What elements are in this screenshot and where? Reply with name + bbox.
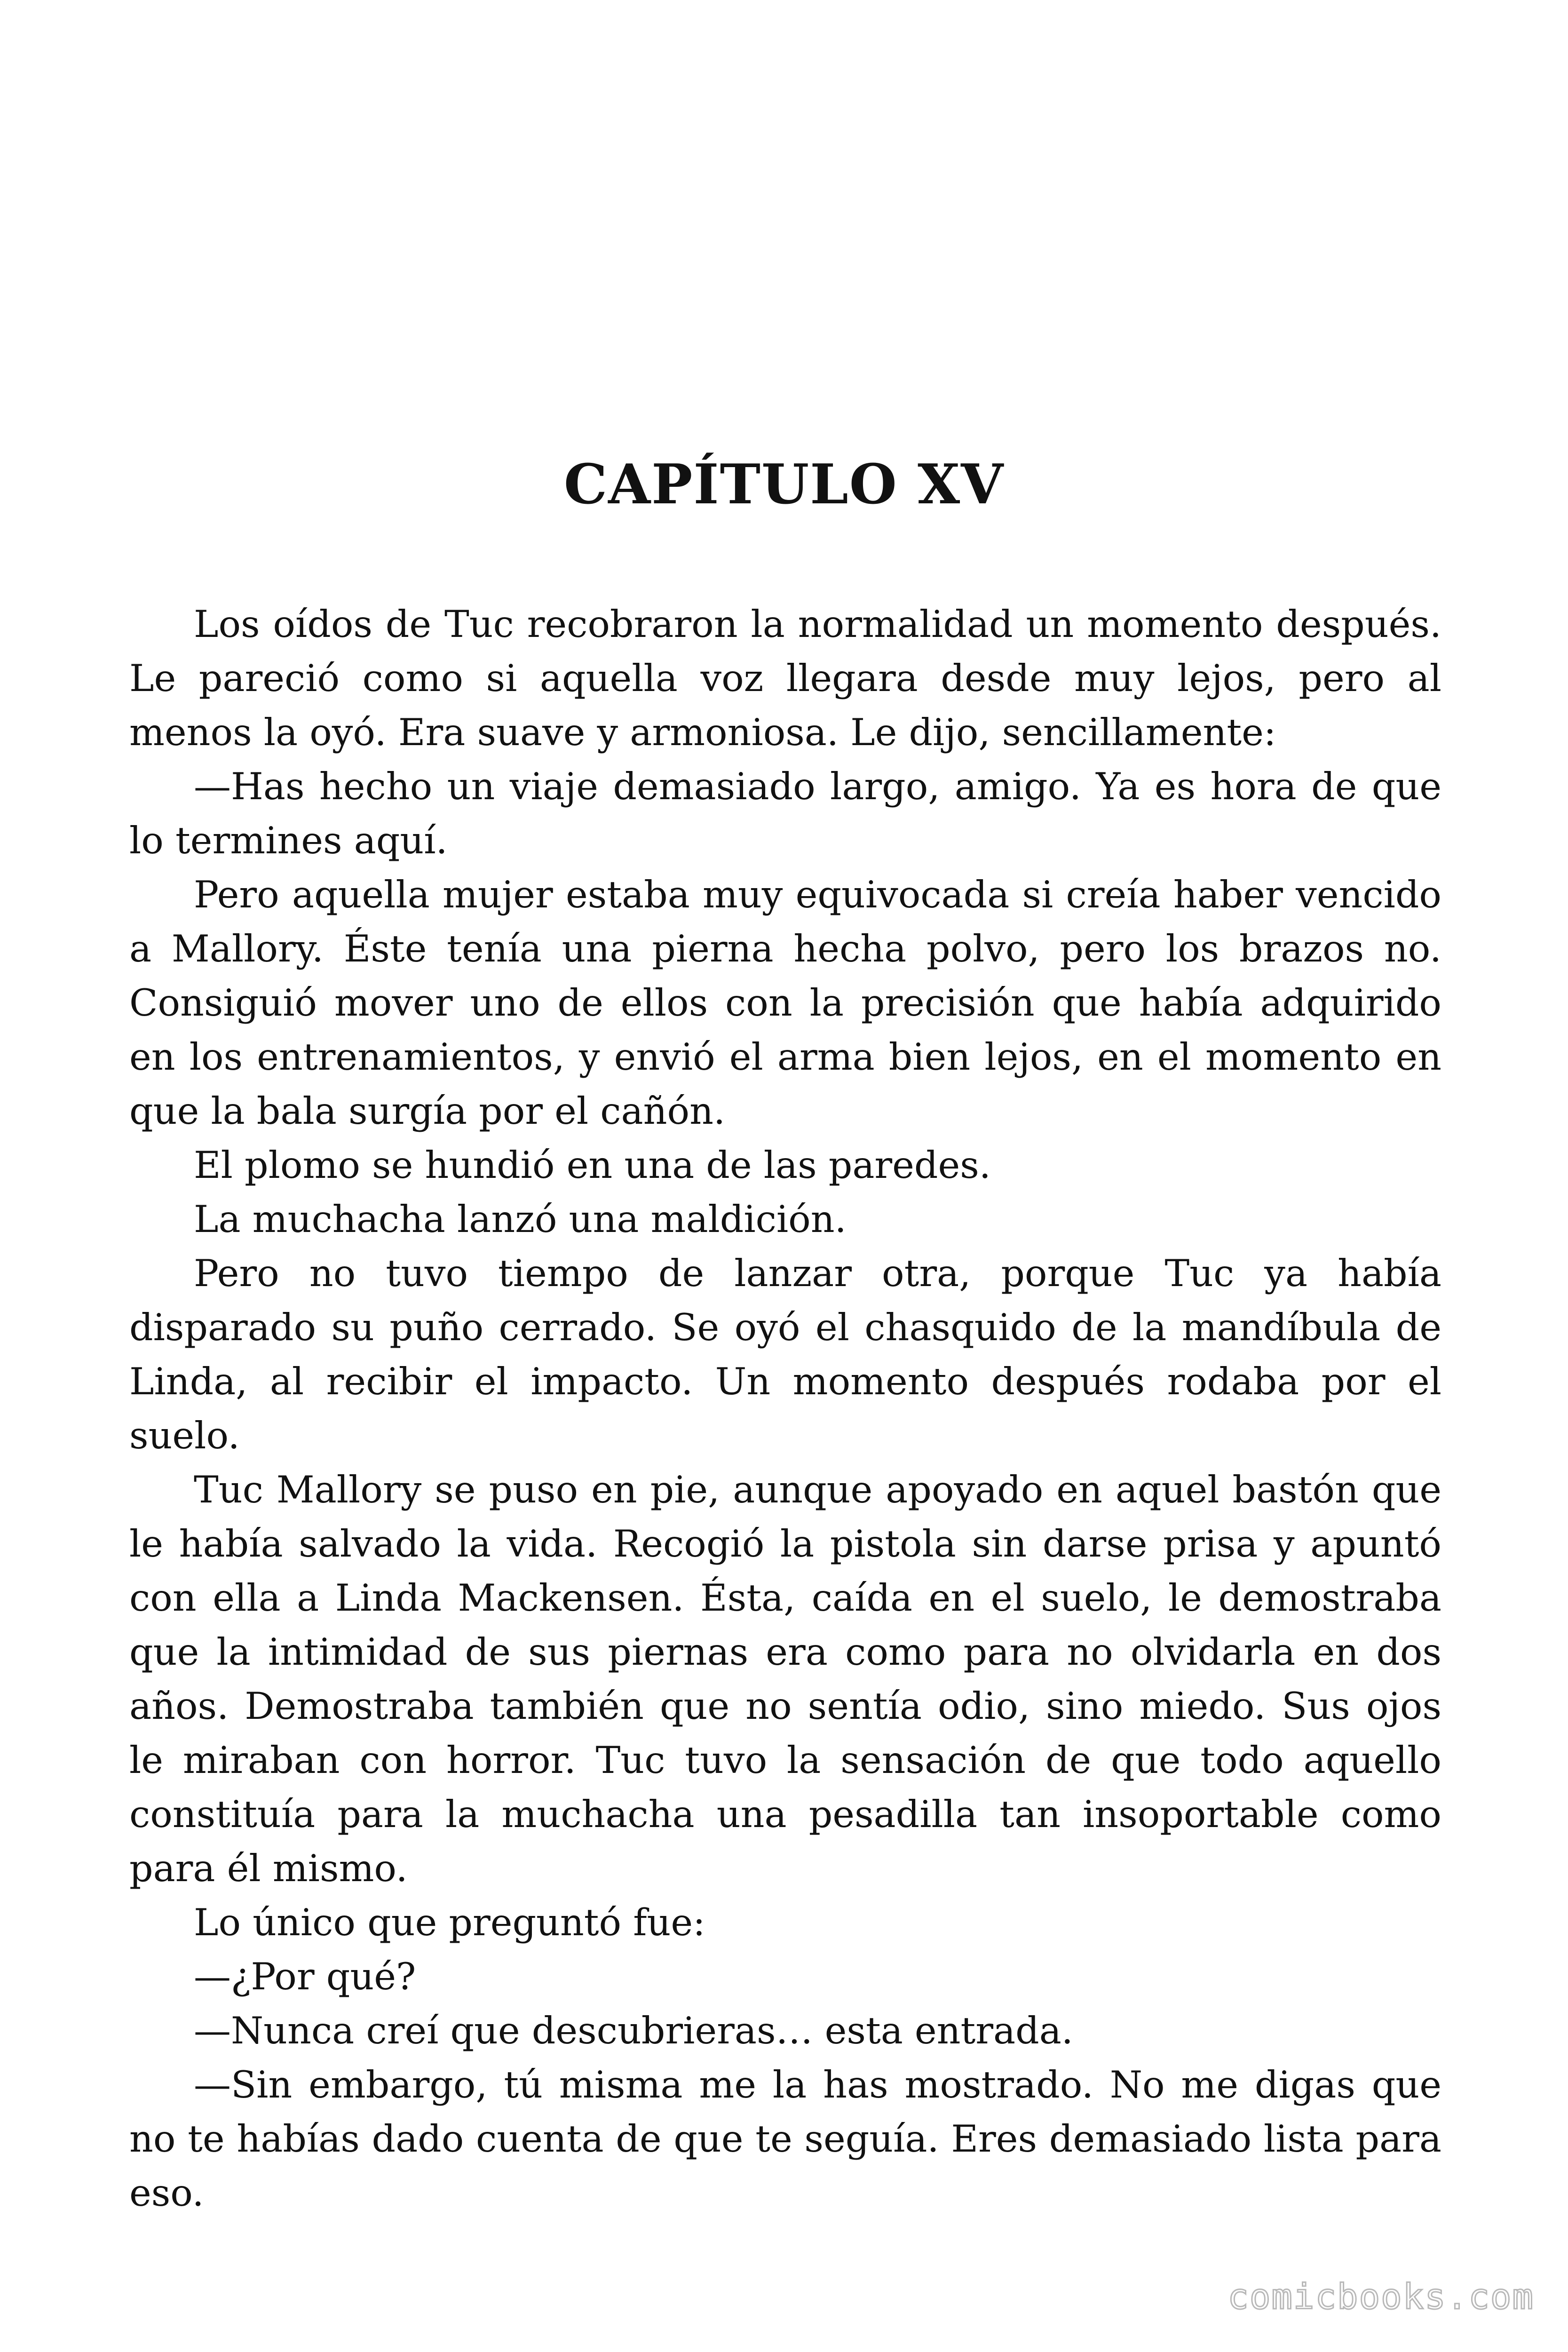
paragraph: El plomo se hundió en una de las paredes. [194, 1144, 991, 1187]
paragraph: —Nunca creí que descubrieras… esta entrada. [194, 2009, 1073, 2052]
paragraph: —¿Por qué? [194, 1955, 416, 1998]
chapter-body [129, 597, 1441, 2220]
watermark: comicbooks.com [1227, 2277, 1534, 2317]
paragraph: La muchacha lanzó una maldición. [194, 1198, 847, 1241]
chapter-title: CAPÍTULO XV [563, 453, 1005, 516]
paragraph: Los oídos de Tuc recobraron la normalidad un momento después. Le pareció como si aquella voz llegara desde muy lejos, pero al menos la oyó. Era suave y armoniosa. Le dijo, sencillamente: [129, 603, 1441, 754]
paragraph: Pero no tuvo tiempo de lanzar otra, porque Tuc ya había disparado su puño cerrado. Se oyó el chasquido de la mandíbula de Linda, al recibir el impacto. Un momento después rodaba por el suelo. [129, 1252, 1441, 1457]
paragraph: —Has hecho un viaje demasiado largo, amigo. Ya es hora de que lo termines aquí. [129, 765, 1441, 862]
paragraph: Tuc Mallory se puso en pie, aunque apoyado en aquel bastón que le había salvado la vida. Recogió la pistola sin darse prisa y apuntó con ella a Linda Mackensen. Ésta, caída en el suelo, le demostraba que la intimidad de sus piernas era como para no olvidarla en dos años. Demostraba también que no sentía odio, sino miedo. Sus ojos le miraban con horror. Tuc tuvo la sensación de que todo aquello constituía para la muchacha una pesadilla tan insoportable como para él mismo. [129, 1468, 1441, 1890]
paragraph: Pero aquella mujer estaba muy equivocada si creía haber vencido a Mallory. Éste tenía una pierna hecha polvo, pero los brazos no. Consiguió mover uno de ellos con la precisión que había adquirido en los entrenamientos, y envió el arma bien lejos, en el momento en que la bala surgía por el cañón. [129, 873, 1441, 1133]
paragraph: —Sin embargo, tú misma me la has mostrado. No me digas que no te habías dado cuenta de que te seguía. Eres demasiado lista para eso. [129, 2063, 1441, 2215]
paragraph: Lo único que preguntó fue: [194, 1901, 705, 1944]
